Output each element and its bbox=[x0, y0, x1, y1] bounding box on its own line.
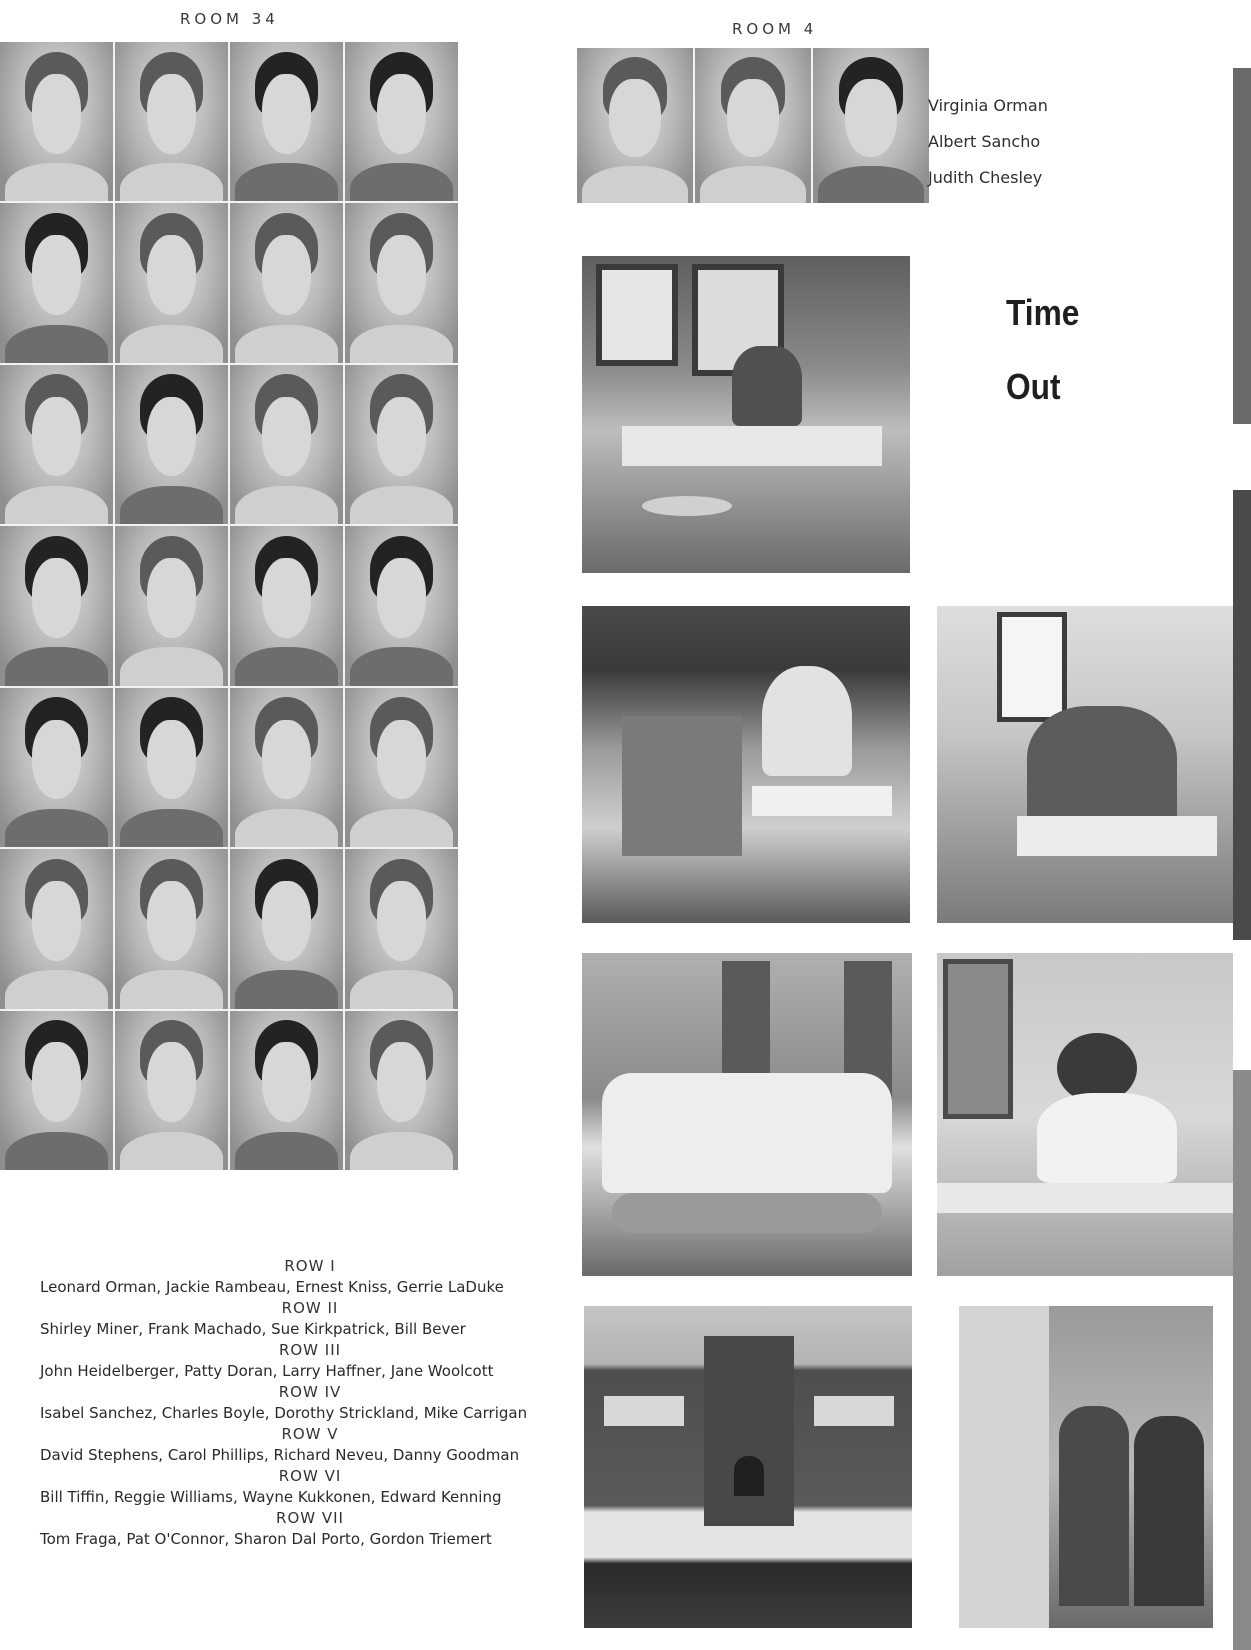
row-names: Shirley Miner, Frank Machado, Sue Kirkpatrick, Bill Bever bbox=[40, 1320, 466, 1338]
portrait-photo bbox=[230, 203, 343, 362]
boy-at-desk-photo bbox=[937, 606, 1233, 923]
portrait-photo bbox=[345, 526, 458, 685]
portrait-photo bbox=[230, 688, 343, 847]
room34-portrait-grid bbox=[0, 42, 458, 1170]
portrait-photo bbox=[115, 1011, 228, 1170]
portrait-photo bbox=[230, 1011, 343, 1170]
portrait-photo bbox=[115, 688, 228, 847]
room4-name: Albert Sancho bbox=[928, 132, 1041, 151]
portrait-photo bbox=[0, 849, 113, 1008]
portrait-photo bbox=[115, 365, 228, 524]
portrait-photo bbox=[813, 48, 929, 203]
portrait-photo bbox=[115, 42, 228, 201]
portrait-photo bbox=[345, 203, 458, 362]
portrait-photo bbox=[0, 688, 113, 847]
row-names: David Stephens, Carol Phillips, Richard Neveu, Danny Goodman bbox=[40, 1446, 520, 1464]
portrait-photo bbox=[115, 849, 228, 1008]
row-names: Leonard Orman, Jackie Rambeau, Ernest Kniss, Gerrie LaDuke bbox=[40, 1278, 504, 1296]
section-title-line2: Out bbox=[1006, 366, 1061, 407]
classroom-candid-photo bbox=[582, 256, 910, 573]
portrait-photo bbox=[695, 48, 811, 203]
portrait-photo bbox=[345, 365, 458, 524]
room34-heading: ROOM 34 bbox=[180, 10, 279, 28]
adjacent-page-edge bbox=[1233, 68, 1251, 424]
portrait-photo bbox=[230, 849, 343, 1008]
row-title: ROW VI bbox=[278, 1467, 342, 1485]
row-names: Tom Fraga, Pat O'Connor, Sharon Dal Porto, Gordon Triemert bbox=[40, 1530, 492, 1548]
portrait-photo bbox=[577, 48, 693, 203]
portrait-photo bbox=[230, 365, 343, 524]
room4-name: Judith Chesley bbox=[928, 168, 1043, 187]
students-writing-photo bbox=[582, 606, 910, 923]
portrait-photo bbox=[230, 42, 343, 201]
portrait-photo bbox=[0, 1011, 113, 1170]
row-title: ROW II bbox=[281, 1299, 339, 1317]
room4-name: Virginia Orman bbox=[928, 96, 1048, 115]
row-title: ROW IV bbox=[278, 1383, 342, 1401]
portrait-photo bbox=[230, 526, 343, 685]
portrait-photo bbox=[0, 42, 113, 201]
room4-heading: ROOM 4 bbox=[732, 20, 818, 38]
row-title: ROW VII bbox=[276, 1509, 344, 1527]
portrait-photo bbox=[345, 42, 458, 201]
portrait-photo bbox=[115, 203, 228, 362]
row-title: ROW I bbox=[284, 1257, 336, 1275]
portrait-photo bbox=[345, 688, 458, 847]
portrait-photo bbox=[345, 849, 458, 1008]
group-of-girls-photo bbox=[582, 953, 912, 1276]
hallway-photo bbox=[959, 1306, 1213, 1628]
portrait-photo bbox=[0, 203, 113, 362]
girl-at-desk-photo bbox=[937, 953, 1233, 1276]
adjacent-page-edge bbox=[1233, 1070, 1251, 1650]
portrait-photo bbox=[0, 365, 113, 524]
row-names: Bill Tiffin, Reggie Williams, Wayne Kukkonen, Edward Kenning bbox=[40, 1488, 502, 1506]
adjacent-page-edge bbox=[1233, 490, 1251, 940]
school-building-photo bbox=[584, 1306, 912, 1628]
row-names: Isabel Sanchez, Charles Boyle, Dorothy Strickland, Mike Carrigan bbox=[40, 1404, 528, 1422]
portrait-photo bbox=[0, 526, 113, 685]
room4-name-list bbox=[928, 88, 1048, 196]
portrait-photo bbox=[115, 526, 228, 685]
room34-name-list bbox=[40, 1256, 580, 1550]
portrait-photo bbox=[345, 1011, 458, 1170]
section-title-line1: Time bbox=[1006, 292, 1080, 333]
room4-portrait-grid bbox=[577, 48, 929, 203]
row-title: ROW V bbox=[281, 1425, 339, 1443]
row-title: ROW III bbox=[278, 1341, 342, 1359]
row-names: John Heidelberger, Patty Doran, Larry Haffner, Jane Woolcott bbox=[40, 1362, 494, 1380]
